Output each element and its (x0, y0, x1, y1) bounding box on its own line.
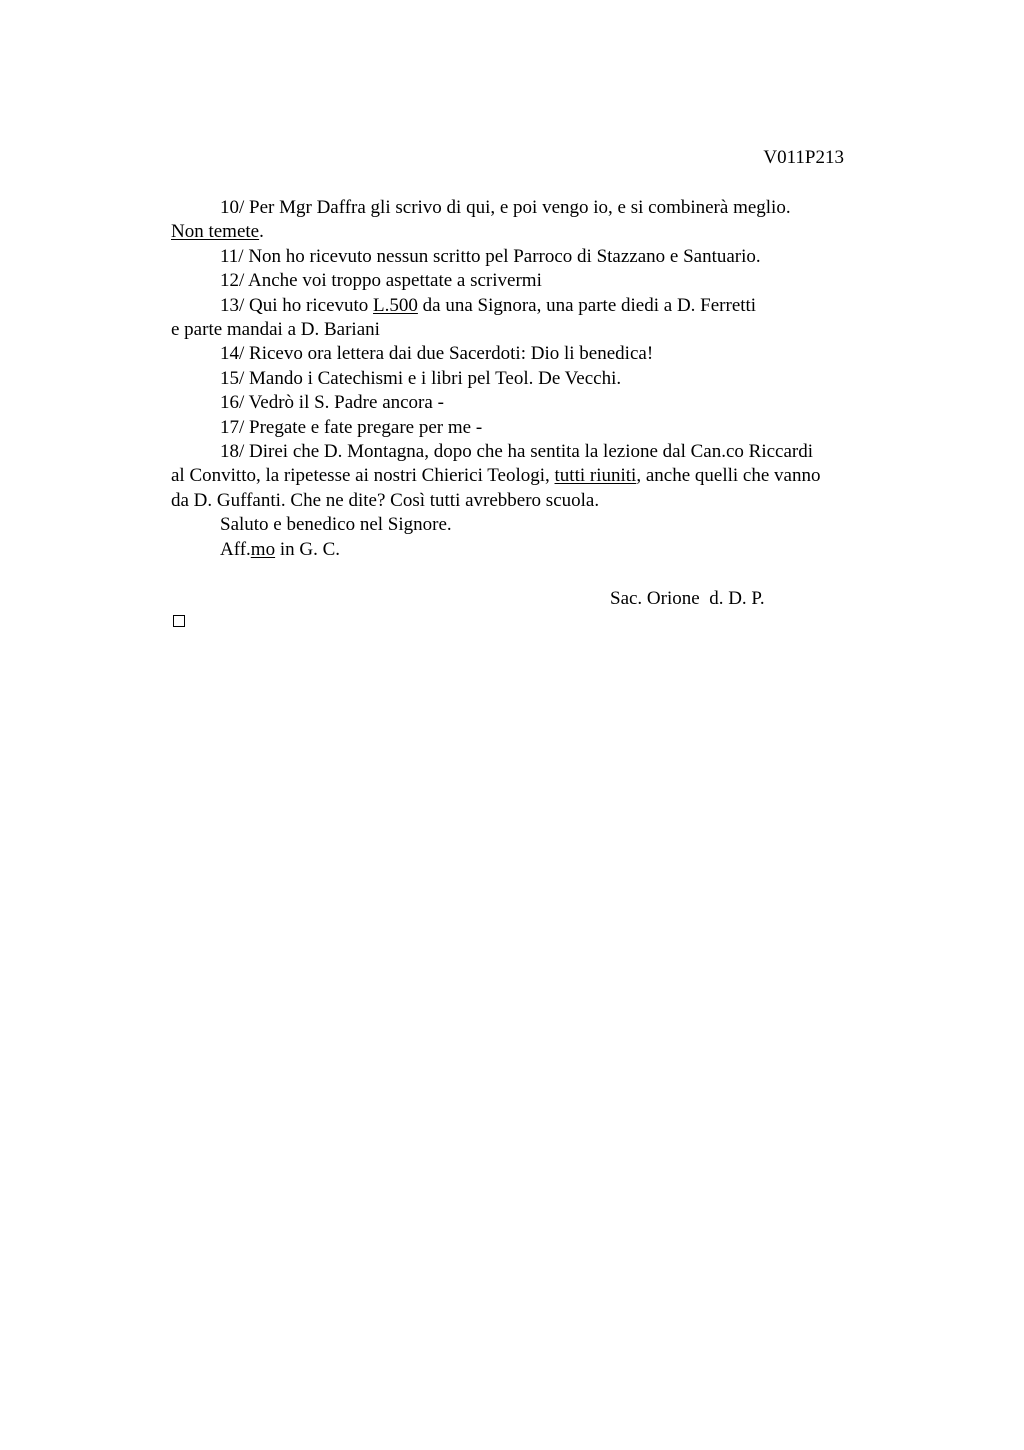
closing-aff-end: in G. C. (275, 538, 341, 560)
item-10-line-2 (171, 220, 891, 244)
closing-aff-underlined: mo (250, 538, 276, 560)
item-18-line-3 (171, 489, 891, 513)
empty-square-icon (173, 615, 185, 627)
item-10-text: 10/ Per Mgr Daffra gli scrivo di qui, e poi vengo io, e si combinerà meglio. (220, 197, 791, 218)
item-10-end: . (259, 221, 264, 243)
item-14-text: 14/ Ricevo ora lettera dai due Sacerdoti: Dio li benedica! (220, 343, 654, 365)
item-18-underlined: tutti riuniti (554, 465, 637, 487)
signature: Sac. Orione d. D. P. (610, 588, 765, 609)
item-17-line (171, 416, 891, 440)
item-11-text: 11/ Non ho ricevuto nessun scritto pel Parroco di Stazzano e Santuario. (220, 245, 761, 267)
item-13-line-2 (171, 318, 891, 342)
item-13-underlined-amount: L.500 (373, 294, 418, 316)
closing-greeting-line (171, 513, 891, 537)
item-16-text: 16/ Vedrò il S. Padre ancora - (220, 392, 444, 414)
item-13-line-1 (171, 294, 891, 318)
item-17-text: 17/ Pregate e fate pregare per me - (220, 416, 483, 438)
item-13-text-end: da una Signora, una parte diedi a D. Ferretti (417, 294, 757, 316)
item-18-text-start: 18/ Direi che D. Montagna, dopo che ha sentita la lezione dal Can.co Riccardi (220, 441, 814, 463)
item-10-line-1 (171, 196, 891, 220)
item-18-text-end: da D. Guffanti. Che ne dite? Così tutti avrebbero scuola. (171, 489, 600, 511)
item-15-text: 15/ Mando i Catechismi e i libri pel Teol. De Vecchi. (220, 367, 622, 389)
item-13-continuation: e parte mandai a D. Bariani (171, 319, 380, 341)
item-10-underlined: Non temete (171, 221, 260, 243)
item-18-line-2 (171, 464, 891, 488)
item-14-line (171, 342, 891, 366)
item-11-line (171, 245, 891, 269)
item-12-text: 12/ Anche voi troppo aspettate a scrivermi (220, 270, 542, 292)
closing-greeting: Saluto e benedico nel Signore. (220, 514, 452, 536)
item-18-line-1 (171, 440, 891, 464)
document-id: V011P213 (763, 147, 844, 168)
item-18-text-mid: al Convitto, la ripetesse ai nostri Chierici Teologi, (171, 465, 555, 487)
closing-aff-start: Aff. (220, 538, 251, 560)
item-15-line (171, 367, 891, 391)
letter-body (171, 196, 891, 562)
item-12-line (171, 269, 891, 293)
item-16-line (171, 391, 891, 415)
item-13-text-start: 13/ Qui ho ricevuto (220, 294, 374, 316)
item-18-text-mid-end: , anche quelli che vanno (636, 465, 821, 487)
closing-aff-line (171, 538, 891, 562)
